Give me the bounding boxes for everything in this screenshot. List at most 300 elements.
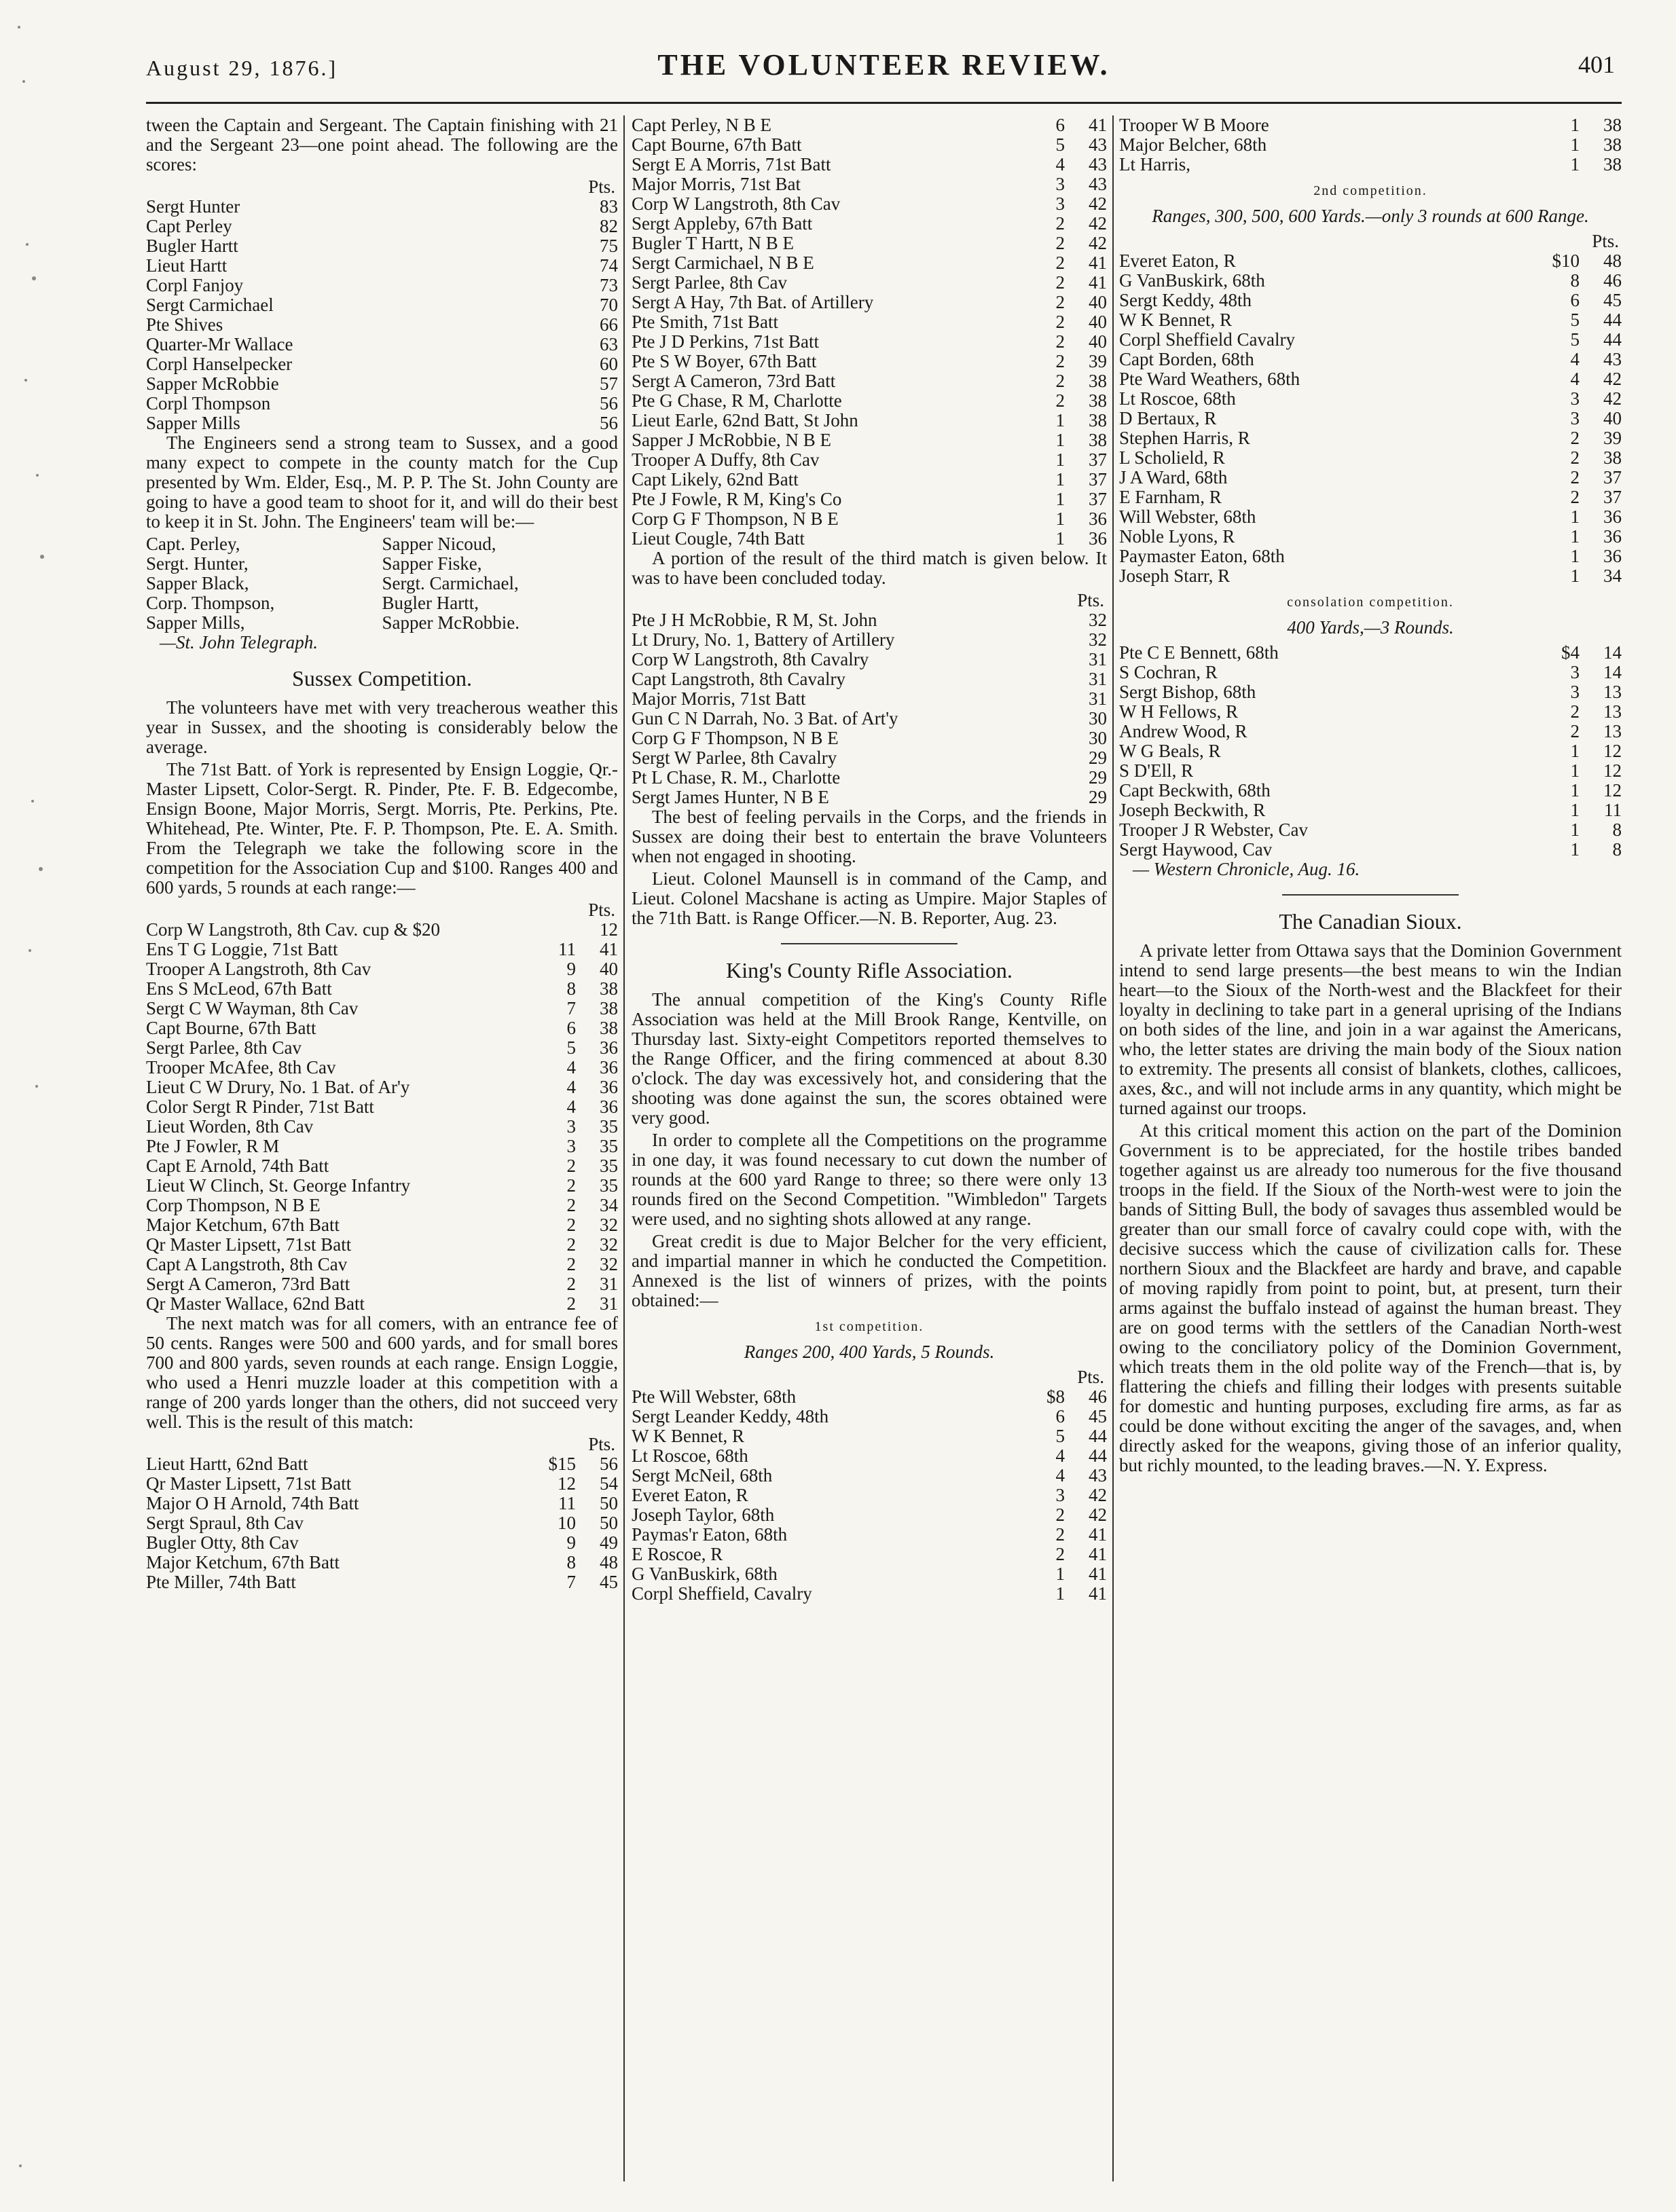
prize-value: 12	[558, 1473, 576, 1494]
prize-value: 1	[1055, 509, 1065, 529]
score-points: 42	[1089, 1505, 1107, 1525]
prize-value: 1	[1055, 1583, 1065, 1604]
score-row	[146, 295, 618, 315]
competitor-name: Stephen Harris, R	[1119, 428, 1250, 448]
score-points: 50	[600, 1493, 618, 1513]
competitor-name: Corpl Fanjoy	[146, 276, 244, 295]
competitor-name: Gun C N Darrah, No. 3 Bat. of Art'y	[632, 709, 898, 729]
competitor-name: Capt Perley, N B E	[632, 115, 771, 135]
score-points: 43	[1089, 134, 1107, 155]
score-row	[146, 217, 618, 236]
score-list	[146, 197, 618, 433]
source-credit: — Western Chronicle, Aug. 16.	[1133, 859, 1360, 879]
competitor-name: Qr Master Lipsett, 71st Batt	[146, 1474, 352, 1494]
competitor-name: Major Belcher, 68th	[1119, 135, 1267, 155]
score-points: 29	[1089, 787, 1107, 807]
prize-value: 2	[1055, 371, 1065, 391]
score-row	[632, 650, 1107, 669]
score-row	[146, 335, 618, 354]
competitor-name: Corp G F Thompson, N B E	[632, 509, 839, 529]
score-points: 54	[600, 1473, 618, 1494]
score-list	[1119, 115, 1622, 174]
team-member: Sapper Black,	[146, 573, 249, 593]
score-list	[146, 1454, 618, 1592]
score-points: 42	[1603, 369, 1622, 389]
score-row	[146, 197, 618, 217]
column-2	[632, 115, 1107, 2181]
score-points: 12	[1603, 760, 1622, 781]
competitor-name: Everet Eaton, R	[1119, 251, 1236, 271]
competitor-name: Lieut Earle, 62nd Batt, St John	[632, 411, 858, 430]
scanner-margin-marks	[7, 0, 48, 2209]
prize-value: 2	[1055, 331, 1065, 352]
prize-value: 2	[1055, 292, 1065, 312]
prize-value: 1	[1570, 839, 1580, 860]
competitor-name: Pte J Fowler, R M	[146, 1137, 280, 1156]
score-points: 42	[1089, 213, 1107, 234]
score-points: 37	[1089, 449, 1107, 470]
prize-value: 1	[1055, 410, 1065, 430]
score-row	[146, 1255, 618, 1274]
score-row	[632, 273, 1107, 293]
score-row	[146, 276, 618, 295]
article-text: A private letter from Ottawa says that the Dominion Government intend to send large presents—the best means to win the Indian heart—to the Sioux of the North-west and the Blackfeet for their loyalty in declining to take part in a general uprising of the Indians on both sides of the line, and join in a war against the Americans, who, the letter states are driving the main body of the Sioux nation to extremity. The presents all consist of blankets, clothes, callicoes, axes, &c., and will not include arms in any quantity, which might be turned against our troops.	[1119, 940, 1622, 1118]
prize-value: 6	[566, 1018, 576, 1038]
competitor-name: Bugler T Hartt, N B E	[632, 234, 794, 253]
prize-value: 4	[1570, 349, 1580, 369]
competitor-name: W G Beals, R	[1119, 741, 1221, 761]
score-row	[146, 354, 618, 374]
prize-value: 4	[1055, 154, 1065, 174]
prize-value: 5	[1570, 310, 1580, 330]
score-points: 48	[1603, 251, 1622, 271]
prize-value: 1	[1055, 1564, 1065, 1584]
competitor-name: Sergt C W Wayman, 8th Cav	[146, 999, 359, 1018]
competitor-name: Sergt Parlee, 8th Cav	[632, 273, 787, 293]
score-points: 31	[600, 1274, 618, 1294]
prize-value: 1	[1570, 134, 1580, 155]
score-row	[1119, 527, 1622, 547]
score-points: 75	[600, 236, 618, 256]
competition-heading: 1st competition.	[814, 1319, 924, 1334]
score-points: 41	[1089, 272, 1107, 293]
score-points: 39	[1089, 351, 1107, 371]
score-points: 41	[1089, 115, 1107, 135]
prize-value: 2	[1055, 213, 1065, 234]
score-points: 43	[1603, 349, 1622, 369]
competitor-name: Capt Bourne, 67th Batt	[632, 135, 802, 155]
points-header: Pts.	[588, 1434, 615, 1454]
score-row	[1119, 761, 1622, 781]
competitor-name: Sergt W Parlee, 8th Cavalry	[632, 748, 837, 768]
article-text: The best of feeling pervails in the Corps, and the friends in Sussex are doing their best to entertain the brave Volunteers when not engaged in shooting.	[632, 807, 1107, 866]
prize-value: 8	[1570, 270, 1580, 291]
competition-ranges: Ranges, 300, 500, 600 Yards.—only 3 rounds at 600 Range.	[1152, 206, 1589, 226]
score-row	[632, 1584, 1107, 1604]
score-row	[146, 1215, 618, 1235]
competitor-name: Sergt James Hunter, N B E	[632, 788, 829, 807]
points-header: Pts.	[1077, 590, 1104, 610]
score-row	[632, 214, 1107, 234]
newspaper-title: THE VOLUNTEER REVIEW.	[657, 48, 1110, 81]
score-points: 73	[600, 275, 618, 295]
score-row	[1119, 389, 1622, 409]
prize-value: 4	[1570, 369, 1580, 389]
prize-value: 2	[566, 1274, 576, 1294]
score-points: 32	[1089, 610, 1107, 630]
score-list	[1119, 251, 1622, 586]
team-member: Sergt. Hunter,	[146, 553, 249, 574]
score-points: 34	[1603, 566, 1622, 586]
score-points: 13	[1603, 701, 1622, 722]
prize-value: 5	[1055, 1426, 1065, 1446]
competitor-name: Trooper McAfee, 8th Cav	[146, 1058, 336, 1077]
prize-value: 3	[1055, 174, 1065, 194]
prize-value: $4	[1561, 642, 1580, 663]
points-header: Pts.	[588, 900, 615, 920]
competitor-name: Pte Ward Weathers, 68th	[1119, 369, 1300, 389]
score-points: 41	[600, 939, 618, 959]
section-heading: Sussex Competition.	[292, 666, 472, 690]
score-row	[632, 155, 1107, 174]
score-row	[632, 1387, 1107, 1407]
score-points: 32	[600, 1254, 618, 1274]
prize-value: 7	[566, 1572, 576, 1592]
competitor-name: Lt Drury, No. 1, Battery of Artillery	[632, 630, 895, 650]
competitor-name: Capt Likely, 62nd Batt	[632, 470, 799, 490]
score-row	[632, 234, 1107, 253]
prize-value: 3	[566, 1136, 576, 1156]
prize-value: $15	[548, 1454, 576, 1474]
competitor-name: Sergt Haywood, Cav	[1119, 840, 1273, 860]
score-row	[632, 1525, 1107, 1545]
prize-value: 9	[566, 959, 576, 979]
prize-value: 2	[1570, 447, 1580, 468]
score-row	[146, 1553, 618, 1572]
score-points: 46	[1089, 1386, 1107, 1407]
header-rule	[146, 102, 1622, 104]
competitor-name: L Scholield, R	[1119, 448, 1225, 468]
score-row	[632, 1426, 1107, 1446]
score-points: 43	[1089, 154, 1107, 174]
prize-value: 2	[566, 1156, 576, 1176]
competitor-name: Corpl Sheffield Cavalry	[1119, 330, 1295, 350]
score-row	[146, 979, 618, 999]
prize-value: 5	[1570, 329, 1580, 350]
competitor-name: Major Ketchum, 67th Batt	[146, 1215, 340, 1235]
score-points: 38	[1603, 134, 1622, 155]
score-points: 41	[1089, 253, 1107, 273]
competitor-name: Ens T G Loggie, 71st Batt	[146, 940, 338, 959]
score-row	[632, 630, 1107, 650]
prize-value: 1	[1055, 528, 1065, 549]
competitor-name: Sergt A Hay, 7th Bat. of Artillery	[632, 293, 874, 312]
score-row	[1119, 271, 1622, 291]
score-points: 8	[1612, 819, 1622, 840]
score-points: 12	[1603, 780, 1622, 800]
score-row	[1119, 566, 1622, 586]
score-row	[1119, 468, 1622, 487]
score-row	[146, 959, 618, 979]
prize-value: 8	[566, 978, 576, 999]
competitor-name: E Roscoe, R	[632, 1545, 723, 1564]
score-points: 38	[1089, 410, 1107, 430]
score-row	[146, 1454, 618, 1474]
prize-value: 1	[1570, 819, 1580, 840]
competitor-name: Pte Will Webster, 68th	[632, 1387, 797, 1407]
score-row	[1119, 682, 1622, 702]
score-points: 36	[1603, 546, 1622, 566]
score-row	[632, 332, 1107, 352]
competitor-name: Sergt Bishop, 68th	[1119, 682, 1256, 702]
score-row	[632, 1564, 1107, 1584]
score-row	[632, 748, 1107, 768]
score-points: 35	[600, 1116, 618, 1137]
score-row	[632, 135, 1107, 155]
score-row	[146, 1058, 618, 1077]
score-points: 32	[600, 1215, 618, 1235]
score-points: 36	[1089, 528, 1107, 549]
score-row	[1119, 291, 1622, 310]
competitor-name: Corp Thompson, N B E	[146, 1196, 321, 1215]
article-text: Great credit is due to Major Belcher for the very efficient, and impartial manner in which he conducted the Competition. Annexed is the list of winners of prizes, with the points obtained:—	[632, 1231, 1107, 1310]
competitor-name: Bugler Otty, 8th Cav	[146, 1533, 299, 1553]
score-row	[146, 1156, 618, 1176]
prize-value: 1	[1055, 430, 1065, 450]
score-row	[146, 315, 618, 335]
score-points: 13	[1603, 682, 1622, 702]
prize-value: 1	[1570, 741, 1580, 761]
competitor-name: Color Sergt R Pinder, 71st Batt	[146, 1097, 374, 1117]
competitor-name: Trooper J R Webster, Cav	[1119, 820, 1308, 840]
competitor-name: Pte G Chase, R M, Charlotte	[632, 391, 842, 411]
prize-value: 3	[1055, 1485, 1065, 1505]
score-points: 37	[1089, 489, 1107, 509]
score-row	[1119, 702, 1622, 722]
score-points: 35	[600, 1175, 618, 1196]
competitor-name: Pte J D Perkins, 71st Batt	[632, 332, 820, 352]
competitor-name: Bugler Hartt	[146, 236, 238, 256]
competitor-name: S D'Ell, R	[1119, 761, 1194, 781]
article-text: In order to complete all the Competitions on the programme in one day, it was found necessary to cut down the number of rounds at the 600 yard Range to three; so there were only 13 rounds fired on the Second Competition. "Wimbledon" Targets were used, and no sighting shots allowed at any range.	[632, 1130, 1107, 1229]
score-points: 38	[600, 1018, 618, 1038]
competitor-name: D Bertaux, R	[1119, 409, 1217, 428]
section-rule	[781, 943, 958, 944]
team-member: Sapper Nicoud,	[382, 534, 496, 554]
competitor-name: Joseph Starr, R	[1119, 566, 1231, 586]
prize-value: 2	[1570, 721, 1580, 741]
score-row	[632, 529, 1107, 549]
score-row	[1119, 722, 1622, 741]
score-row	[632, 371, 1107, 391]
score-points: 38	[1603, 154, 1622, 174]
prize-value: $10	[1552, 251, 1580, 271]
score-points: 66	[600, 314, 618, 335]
score-points: 60	[600, 354, 618, 374]
score-points: 49	[600, 1532, 618, 1553]
competitor-name: Joseph Beckwith, R	[1119, 800, 1266, 820]
column-3	[1119, 115, 1622, 2181]
score-points: 41	[1089, 1524, 1107, 1545]
competitor-name: Noble Lyons, R	[1119, 527, 1235, 547]
score-points: 38	[1089, 371, 1107, 391]
score-points: 40	[600, 959, 618, 979]
score-points: 38	[1089, 430, 1107, 450]
source-credit: —St. John Telegraph.	[160, 632, 318, 652]
score-row	[632, 194, 1107, 214]
competitor-name: Sapper J McRobbie, N B E	[632, 430, 831, 450]
score-points: 36	[1089, 509, 1107, 529]
score-row	[146, 1494, 618, 1513]
prize-value: 10	[558, 1513, 576, 1533]
score-points: 32	[1089, 629, 1107, 650]
score-row	[632, 788, 1107, 807]
competitor-name: Corp W Langstroth, 8th Cav. cup & $20	[146, 920, 440, 940]
score-points: 35	[600, 1136, 618, 1156]
score-row	[632, 1545, 1107, 1564]
competitor-name: Andrew Wood, R	[1119, 722, 1247, 741]
score-row	[1119, 800, 1622, 820]
score-row	[1119, 547, 1622, 566]
competitor-name: W K Bennet, R	[632, 1426, 744, 1446]
article-text: The annual competition of the King's County Rifle Association was held at the Mill Brook Range, Kentville, on Thursday last. Sixty-eight Competitors reported themselves to the Range Officer, and the firing commenced at about 8.30 o'clock. The day was excessively hot, and considering that the shooting was done against the sun, the scores obtained were very good.	[632, 989, 1107, 1128]
score-row	[146, 1038, 618, 1058]
competitor-name: Pte Smith, 71st Batt	[632, 312, 779, 332]
score-points: 30	[1089, 728, 1107, 748]
score-row	[146, 1235, 618, 1255]
competitor-name: Corp W Langstroth, 8th Cavalry	[632, 650, 869, 669]
score-points: 44	[1603, 329, 1622, 350]
competitor-name: Corp W Langstroth, 8th Cav	[632, 194, 841, 214]
score-row	[146, 1097, 618, 1117]
competitor-name: Sergt Hunter	[146, 197, 240, 217]
score-row	[632, 411, 1107, 430]
score-points: 35	[600, 1156, 618, 1176]
score-points: 29	[1089, 748, 1107, 768]
score-row	[632, 768, 1107, 788]
prize-value: 2	[1055, 1524, 1065, 1545]
score-points: 45	[1603, 290, 1622, 310]
points-header: Pts.	[1592, 231, 1619, 251]
competitor-name: Pte J Fowle, R M, King's Co	[632, 490, 842, 509]
score-points: 37	[1089, 469, 1107, 490]
prize-value: 11	[558, 939, 576, 959]
prize-value: 4	[566, 1096, 576, 1117]
score-row	[632, 174, 1107, 194]
competitor-name: Will Webster, 68th	[1119, 507, 1256, 527]
score-points: 83	[600, 196, 618, 217]
article-text: The volunteers have met with very treacherous weather this year in Sussex, and the shooting is considerably below the average.	[146, 697, 618, 757]
score-points: 40	[1089, 292, 1107, 312]
competitor-name: Sapper Mills	[146, 413, 240, 433]
prize-value: 3	[1570, 408, 1580, 428]
competitor-name: Pte Shives	[146, 315, 223, 335]
competitor-name: Sergt Carmichael	[146, 295, 274, 315]
team-member: Capt. Perley,	[146, 534, 240, 554]
prize-value: 2	[566, 1215, 576, 1235]
prize-value: 2	[1570, 467, 1580, 487]
prize-value: 6	[1570, 290, 1580, 310]
competitor-name: Pte Miller, 74th Batt	[146, 1572, 296, 1592]
prize-value: 1	[1570, 506, 1580, 527]
score-points: 46	[1603, 270, 1622, 291]
score-points: 63	[600, 334, 618, 354]
score-row	[632, 115, 1107, 135]
score-points: 42	[1089, 193, 1107, 214]
competitor-name: Sergt McNeil, 68th	[632, 1466, 773, 1486]
prize-value: 4	[566, 1077, 576, 1097]
score-row	[632, 391, 1107, 411]
score-row	[1119, 448, 1622, 468]
competitor-name: E Farnham, R	[1119, 487, 1222, 507]
competitor-name: Sergt E A Morris, 71st Batt	[632, 155, 831, 174]
prize-value: 2	[1055, 1544, 1065, 1564]
team-member: Sapper McRobbie.	[382, 612, 520, 633]
prize-value: 2	[1570, 701, 1580, 722]
score-points: 41	[1089, 1583, 1107, 1604]
prize-value: 2	[1055, 1505, 1065, 1525]
score-row	[1119, 663, 1622, 682]
score-points: 40	[1603, 408, 1622, 428]
article-text: The next match was for all comers, with an entrance fee of 50 cents. Ranges were 500 and 600 yards, and for small bores 700 and 800 yards, seven rounds at each range. Ensign Loggie, who used a Henri muzzle loader at this competition with a range of 200 yards longer than the others, did not succeed very well. This is the result of this match:	[146, 1313, 618, 1432]
competitor-name: Pte S W Boyer, 67th Batt	[632, 352, 817, 371]
score-points: 12	[600, 919, 618, 940]
prize-value: 1	[1570, 760, 1580, 781]
article-text: The 71st Batt. of York is represented by Ensign Loggie, Qr.-Master Lipsett, Color-Sergt. R. Pinder, Pte. F. B. Edgecombe, Ensign Boone, Major Morris, Sergt. Morris, Pte. Perkins, Pte. Whitehead, Pte. Winter, Pte. F. P. Thompson, Pte. E. A. Smith. From the Telegraph we take the following score in the competition for the Association Cup and $100. Ranges 400 and 600 yards, 5 rounds at each range:—	[146, 759, 618, 898]
competitor-name: Sergt Keddy, 48th	[1119, 291, 1252, 310]
score-row	[1119, 330, 1622, 350]
article-text: A portion of the result of the third match is given below. It was to have been concluded today.	[632, 548, 1107, 588]
score-points: 41	[1089, 1544, 1107, 1564]
competition-heading: consolation competition.	[1287, 595, 1454, 610]
score-points: 38	[600, 998, 618, 1018]
score-row	[1119, 251, 1622, 271]
prize-value: 4	[1055, 1465, 1065, 1486]
score-points: 32	[600, 1234, 618, 1255]
score-list	[632, 1387, 1107, 1604]
score-points: 41	[1089, 1564, 1107, 1584]
competitor-name: Ens S McLeod, 67th Batt	[146, 979, 332, 999]
prize-value: 3	[1570, 662, 1580, 682]
score-row	[632, 1466, 1107, 1486]
issue-date: August 29, 1876.]	[146, 56, 338, 80]
prize-value: 6	[1055, 1406, 1065, 1426]
prize-value: 4	[566, 1057, 576, 1077]
competitor-name: Lieut Hartt, 62nd Batt	[146, 1454, 308, 1474]
article-text: At this critical moment this action on the part of the Dominion Government is to be appreciated, for the hostile tribes banded together against us are already too numerous for the five thousand troops in the field. If the Sioux of the North-west were to join the bands of Sitting Bull, the body of savages thus assembled would be greater than our small force of cavalry could cope with, with the decisive success which the cause of civilization calls for. These northern Sioux and the Blackfeet are hardy and brave, and capable of moving rapidly from point to point, but, at present, turn their arms against the buffalo instead of against the human breast. They are on good terms with the settlers of the Canadian North-west owing to the conciliatory policy of the Dominion Government, which treats them in the old polite way of the French—that is, by flattering the chiefs and filling their lodges with presents suitable for domestic and hunting purposes, excluding fire arms, as far as could be done without exciting the anger of the savages, and, when directly asked for the weapons, giving those of an inferior quality, but richly mounted, to the leading braves.—N. Y. Express.	[1119, 1120, 1622, 1475]
score-points: 36	[1603, 506, 1622, 527]
prize-value: 2	[1055, 390, 1065, 411]
score-row	[146, 999, 618, 1018]
score-row	[146, 1018, 618, 1038]
prize-value: 2	[1055, 312, 1065, 332]
score-points: 8	[1612, 839, 1622, 860]
competitor-name: Lieut Cougle, 74th Batt	[632, 529, 805, 549]
competitor-name: Corpl Thompson	[146, 394, 271, 413]
score-points: 42	[1603, 388, 1622, 409]
competitor-name: G VanBuskirk, 68th	[1119, 271, 1265, 291]
prize-value: 1	[1570, 780, 1580, 800]
score-points: 38	[1603, 447, 1622, 468]
score-row	[632, 669, 1107, 689]
prize-value: 1	[1570, 154, 1580, 174]
competitor-name: Quarter-Mr Wallace	[146, 335, 293, 354]
score-row	[1119, 135, 1622, 155]
score-row	[1119, 115, 1622, 135]
competitor-name: Trooper W B Moore	[1119, 115, 1269, 135]
score-points: 42	[1089, 1485, 1107, 1505]
score-row	[146, 1077, 618, 1097]
